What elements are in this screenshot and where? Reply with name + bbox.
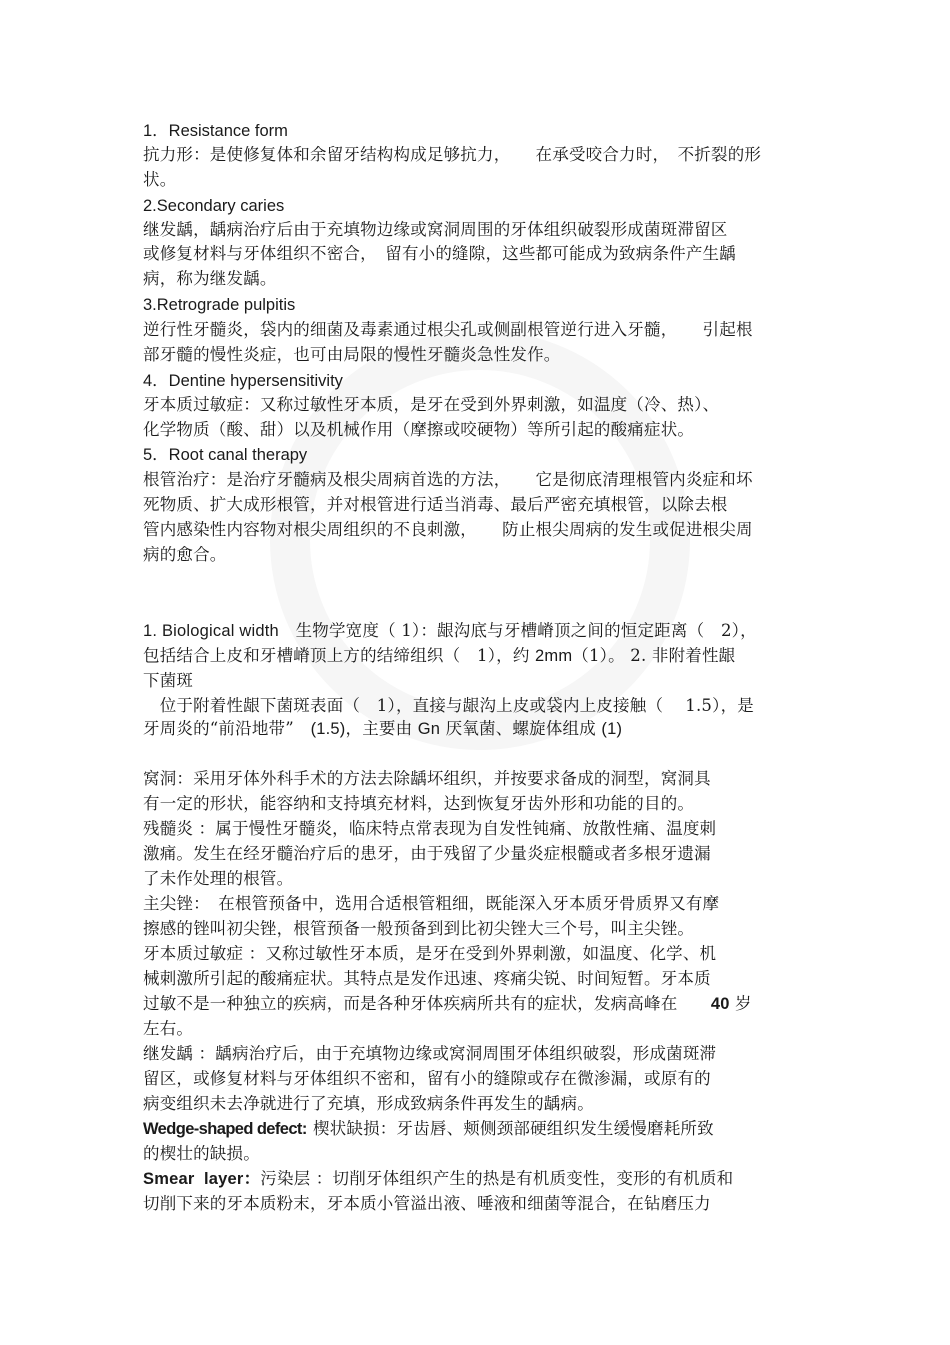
text-line: 病的愈合。 — [143, 545, 227, 564]
wedge-defect-line — [143, 1118, 714, 1140]
text-span: （1）。 — [572, 646, 631, 665]
text-line: 根管治疗：是治疗牙髓病及根尖周病首选的方法， 它是彻底清理根管内炎症和坏 — [143, 470, 753, 489]
text-span: 2. 非附着性龈 — [630, 646, 736, 665]
term-biological-width: 1. Biological width — [143, 622, 279, 640]
text-span: (1.5) — [310, 720, 346, 738]
text-line: 的楔壮的缺损。 — [143, 1144, 260, 1163]
text-line: 化学物质（酸、甜）以及机械作用（摩擦或咬硬物）等所引起的酸痛症状。 — [143, 420, 695, 439]
text-line: 位于附着性龈下菌斑表面（ 1），直接与龈沟上皮或袋内上皮接触（ 1.5），是 — [143, 696, 754, 715]
text-line — [143, 993, 752, 1015]
text-line: 病变组织未去净就进行了充填，形成致病条件再发生的龋病。 — [143, 1094, 594, 1113]
term-smear-layer: Smear layer — [143, 1170, 244, 1188]
term-wedge-shaped-defect: Wedge-shaped defect — [143, 1120, 302, 1138]
heading-resistance-form: 1．Resistance form — [143, 122, 288, 140]
text-span: (1) — [601, 720, 623, 738]
text-line: 牙本质过敏症：又称过敏性牙本质，是牙在受到外界刺激，如温度（冷、热）、 — [143, 395, 720, 414]
heading-dentine-hypersensitivity: 4．Dentine hypersensitivity — [143, 372, 343, 390]
text-span: 岁 — [729, 994, 752, 1013]
text-line: 有一定的形状，能容纳和支持填充材料，达到恢复牙齿外形和功能的目的。 — [143, 794, 695, 813]
text-line: 牙本质过敏症 ：又称过敏性牙本质，是牙在受到外界刺激，如温度、化学、机 — [143, 944, 717, 963]
text-span: ： — [243, 1170, 261, 1188]
text-line — [143, 645, 735, 667]
text-line: 下菌斑 — [143, 671, 194, 690]
text-line: 左右。 — [143, 1019, 194, 1038]
text-span: Gn — [417, 720, 441, 738]
text-line: 逆行性牙髓炎，袋内的细菌及毒素通过根尖孔或侧副根管逆行进入牙髓， 引起根 — [143, 320, 753, 339]
text-span: 包括结合上皮和牙槽嵴顶上方的结缔组织（ 1），约 — [143, 646, 535, 665]
text-line: 部牙髓的慢性炎症，也可由局限的慢性牙髓炎急性发作。 — [143, 345, 561, 364]
text-line — [143, 718, 622, 740]
smear-layer-line — [143, 1168, 733, 1190]
text-line: 了未作处理的根管。 — [143, 869, 294, 888]
text-line: 留区，或修复材料与牙体组织不密和，留有小的缝隙或存在微渗漏，或原有的 — [143, 1069, 711, 1088]
text-span: ，主要由 — [345, 719, 418, 738]
text-line: 继发龋，龋病治疗后由于充填物边缘或窝洞周围的牙体组织破裂形成菌斑滞留区 — [143, 220, 728, 239]
text-line: 械刺激所引起的酸痛症状。其特点是发作迅速、疼痛尖锐、时间短暂。牙本质 — [143, 969, 711, 988]
text-span: 过敏不是一种独立的疾病，而是各种牙体疾病所共有的症状，发病高峰在 — [143, 994, 711, 1013]
biological-width-line — [143, 620, 757, 642]
text-line: 窝洞：采用牙体外科手术的方法去除龋坏组织，并按要求备成的洞型，窝洞具 — [143, 769, 711, 788]
heading-secondary-caries: 2.Secondary caries — [143, 197, 285, 215]
text-line: 激痛。发生在经牙髓治疗后的患牙，由于残留了少量炎症根髓或者多根牙遗漏 — [143, 844, 711, 863]
text-line: 切削下来的牙本质粉末，牙本质小管溢出液、唾液和细菌等混合，在钻磨压力 — [143, 1194, 711, 1213]
text-span: 厌氧菌、螺旋体组成 — [440, 719, 602, 738]
text-line: 抗力形：是使修复体和余留牙结构构成足够抗力， 在承受咬合力时， 不折裂的形 — [143, 145, 762, 164]
text-line: 管内感染性内容物对根尖周组织的不良刺激， 防止根尖周病的发生或促进根尖周 — [143, 520, 753, 539]
heading-root-canal-therapy: 5．Root canal therapy — [143, 446, 308, 464]
text-span: 生物学宽度（ 1）：龈沟底与牙槽嵴顶之间的恒定距离（ 2）， — [278, 621, 757, 640]
heading-retrograde-pulpitis: 3.Retrograde pulpitis — [143, 296, 296, 314]
text-span: 楔状缺损：牙齿唇、颊侧颈部硬组织发生缓慢磨耗所致 — [307, 1119, 714, 1138]
bold-number: 40 — [710, 995, 730, 1013]
text-span: 污染层 ：切削牙体组织产生的热是有机质变性，变形的有机质和 — [260, 1169, 734, 1188]
text-span: 牙周炎的“前沿地带” — [143, 719, 311, 738]
text-line: 继发龋 ：龋病治疗后，由于充填物边缘或窝洞周围牙体组织破裂，形成菌斑滞 — [143, 1044, 717, 1063]
text-line: 或修复材料与牙体组织不密合， 留有小的缝隙，这些都可能成为致病条件产生龋 — [143, 244, 736, 263]
text-span: : — [301, 1120, 308, 1138]
text-line: 残髓炎 ：属于慢性牙髓炎，临床特点常表现为自发性钝痛、放散性痛、温度刺 — [143, 819, 717, 838]
text-line: 主尖锉： 在根管预备中，选用合适根管粗细，既能深入牙本质牙骨质界又有摩 — [143, 894, 720, 913]
text-line: 状。 — [143, 170, 177, 189]
text-span: 2mm — [535, 647, 573, 665]
text-line: 擦感的锉叫初尖锉，根管预备一般预备到到比初尖锉大三个号，叫主尖锉。 — [143, 919, 695, 938]
text-line: 死物质、扩大成形根管，并对根管进行适当消毒、最后严密充填根管，以除去根 — [143, 495, 728, 514]
text-line: 病，称为继发龋。 — [143, 269, 277, 288]
